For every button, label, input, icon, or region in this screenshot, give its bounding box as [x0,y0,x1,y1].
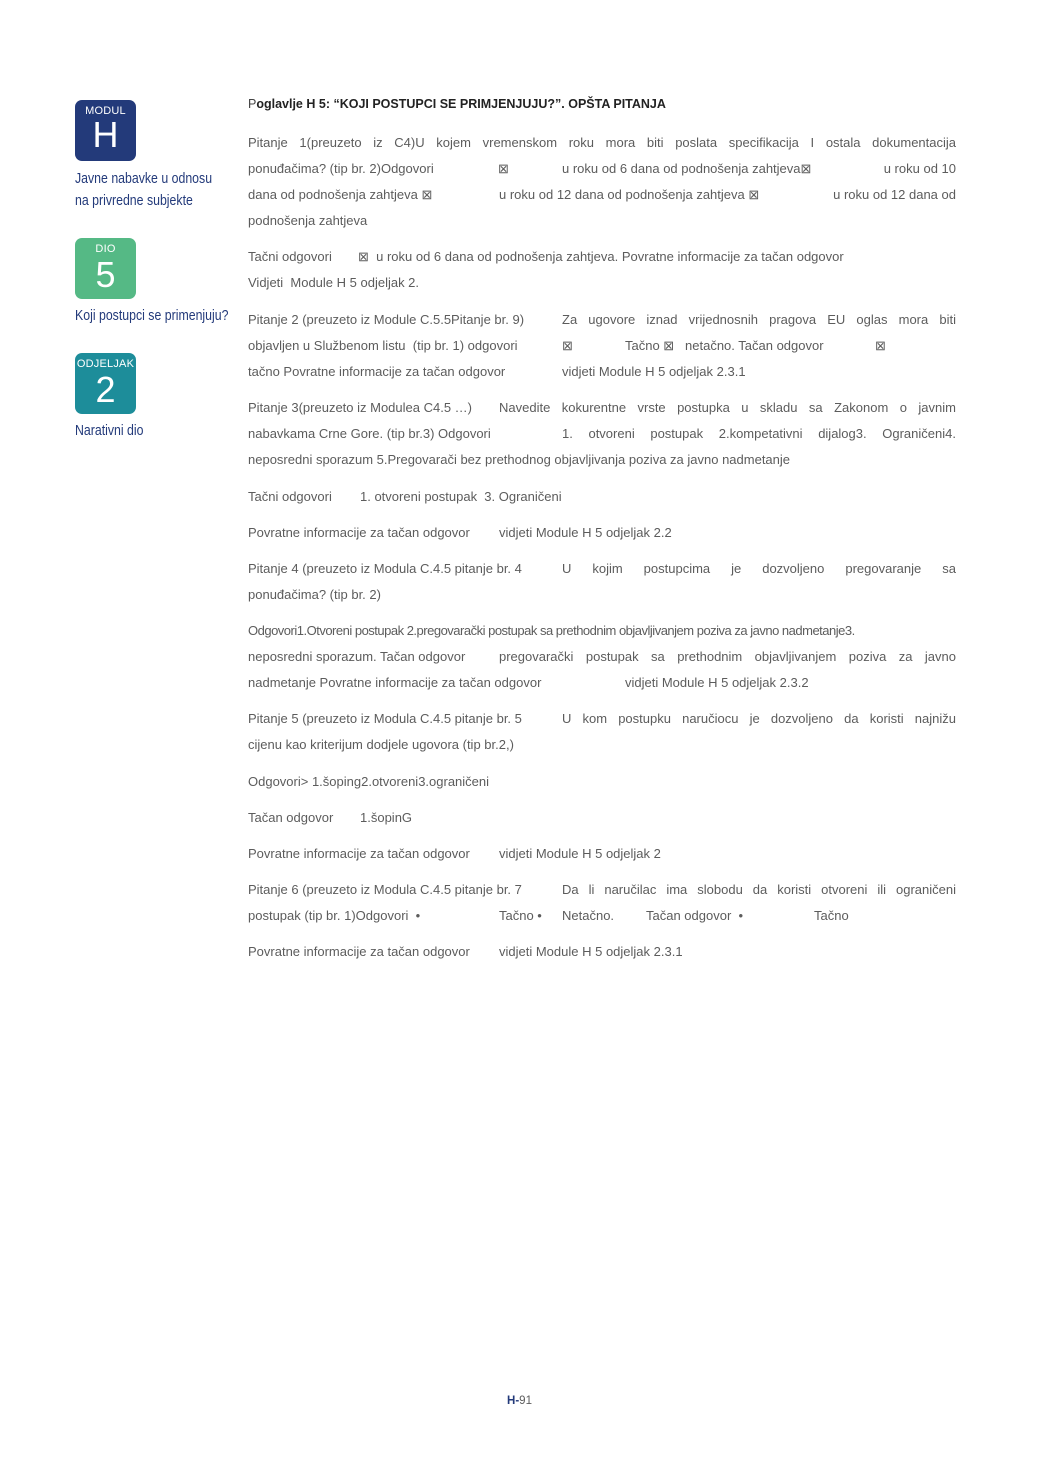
text: u roku od 12 dana od podnošenja zahtjeva ⊠ [499,187,760,202]
text: 1. otvoreni postupak 3. Ograničeni [360,489,562,504]
a4-line-1 [248,618,956,644]
page-number [0,1395,1039,1407]
word: sa [651,649,665,664]
word: naručiocu [682,711,739,726]
odjeljak-number: 2 [95,369,116,410]
word: mora [898,312,929,327]
modul-title [75,168,212,212]
q1-line-2 [248,156,956,182]
text: vidjeti Module H 5 odjeljak 2 [499,846,661,861]
word: poslata [675,135,718,150]
text: Tačno • [499,908,542,923]
word: kom [582,711,608,726]
text: nabavkama Crne Gore. (tip br.3) Odgovori [248,426,491,441]
word: ili [877,882,887,897]
text: ponuđačima? (tip br. 2) [248,587,381,602]
q2-line-2 [248,333,956,359]
word: U [562,711,572,726]
word: dijalog3. [818,426,867,441]
word: otvoreni [588,426,635,441]
dio-number: 5 [95,254,116,295]
answer-3 [248,484,956,510]
text: tačno Povratne informacije za tačan odgovor [248,364,506,379]
feedback-3 [248,520,956,546]
word: pregovarački [499,649,574,664]
word: dozvoljeno [762,561,825,576]
modul-letter: H [92,114,119,155]
word: postupak [650,426,704,441]
modul-badge [75,100,136,161]
word: biti [939,312,956,327]
question-5 [248,706,956,758]
text: Povratne informacije za tačan odgovor [248,846,470,861]
text: u roku od 6 dana od podnošenja zahtjeva⊠ [562,161,812,176]
modul-label: MODUL [85,105,126,117]
dio-title: Koji postupci se primenjuju? [75,308,229,324]
a5-line [248,805,956,831]
word: specifikacija [728,135,799,150]
question-2 [248,307,956,385]
text: vidjeti Module H 5 odjeljak 2.2 [499,525,672,540]
word: postupku [618,711,671,726]
odjeljak-title: Narativni dio [75,423,144,439]
word: vrijednosnih [688,312,758,327]
chapter-title [248,97,666,111]
q1-line-3 [248,182,956,208]
word: EU [827,312,846,327]
text: vidjeti Module H 5 odjeljak 2.3.2 [625,675,809,690]
word: poziva [848,649,887,664]
text: Tačni odgovori [248,489,332,504]
q4-line-1-right [562,556,956,582]
q1-line-4 [248,208,956,234]
text: neposredni sporazum 5.Pregovarači bez prethodnog objavljivanja poziva za javno nadmetanje [248,452,791,467]
f5-line [248,841,956,867]
answer-5 [248,805,956,831]
text: Pitanje 6 (preuzeto iz Modula C.4.5 pitanje br. 7 [248,882,522,897]
dio-label: DIO [95,243,116,255]
q3-line-1-right [499,395,956,421]
feedback-5 [248,841,956,867]
word: li [588,882,595,897]
word: 1. [562,426,573,441]
word: skladu [759,400,798,415]
modul-title-line-2: na privredne subjekte [75,193,193,209]
word: postupcima [643,561,711,576]
word: ima [666,882,688,897]
text: postupak (tip br. 1)Odgovori • [248,908,421,923]
text: podnošenja zahtjeva [248,213,368,228]
word: I [810,135,815,150]
word: C4)U [394,135,425,150]
text: u roku od 12 dana od [833,187,956,202]
q3-line-3 [248,447,956,473]
word: pregovaranje [845,561,922,576]
word: ograničeni [896,882,956,897]
answers-5 [248,769,956,795]
text: Pitanje 4 (preuzeto iz Modula C.4.5 pitanje br. 4 [248,561,522,576]
text: ⊠ u roku od 6 dana od podnošenja zahtjeva. Povratne informacije za tačan odgovor [358,249,844,264]
question-3 [248,395,956,473]
q3-line-2 [248,421,956,447]
text: objavljen u Službenom listu (tip br. 1) odgovori [248,338,518,353]
text: vidjeti Module H 5 odjeljak 2.3.1 [562,364,746,379]
answer-4 [248,618,956,696]
text: neposredni sporazum. Tačan odgovor [248,649,466,664]
word: je [731,561,742,576]
word: mora [605,135,636,150]
answer-1 [248,244,956,296]
word: U [562,561,572,576]
word: Da [562,882,579,897]
checkbox-glyph: ⊠ [562,338,573,353]
text: Tačno [814,908,849,923]
word: koristi [869,711,904,726]
text: Pitanje 5 (preuzeto iz Modula C.4.5 pitanje br. 5 [248,711,522,726]
text: 1.šopinG [360,810,413,825]
q2-line-3 [248,359,956,385]
odjeljak-badge [75,353,136,414]
word: kojim [592,561,623,576]
text: Tačno ⊠ netačno. Tačan odgovor [625,338,824,353]
a3-line [248,484,956,510]
text: Odgovori1.Otvoreni postupak 2.pregovarački postupak sa prethodnim objavljivanjem poziva za javno nadmetanje3. [248,623,855,638]
a4-line-2-right [499,644,956,670]
f6-line [248,939,956,965]
word: 2.kompetativni [718,426,803,441]
word: o [899,400,907,415]
word: 1(preuzeto [299,135,362,150]
q4-line-2 [248,582,956,608]
text: Netačno. [562,908,615,923]
word: Zakonom [834,400,889,415]
word: sa [808,400,823,415]
title-first-letter: P [248,97,257,111]
word: iznad [646,312,678,327]
word: pragova [769,312,817,327]
text: Povratne informacije za tačan odgovor [248,944,470,959]
text: nadmetanje Povratne informacije za tačan odgovor [248,675,542,690]
text: Tačni odgovori [248,249,332,264]
word: naručilac [604,882,657,897]
f3-line [248,520,956,546]
word: javnim [918,400,956,415]
word: roku [568,135,594,150]
word: da [752,882,768,897]
text: Tačan odgovor [248,810,334,825]
text: Povratne informacije za tačan odgovor [248,525,470,540]
word: dozvoljeno [770,711,833,726]
word: sa [942,561,956,576]
q5-line-2 [248,732,956,758]
q5-line-1 [248,706,956,732]
word: vrste [637,400,666,415]
title-rest: oglavlje H 5: “KOJI POSTUPCI SE PRIMJENJUJU?”. OPŠTA PITANJA [256,97,666,111]
text: u roku od 10 [883,161,956,176]
feedback-6 [248,939,956,965]
q6-line-2 [248,903,956,929]
word: kokurentne [561,400,627,415]
word: Navedite [499,400,551,415]
q5-line-1-right [562,706,956,732]
word: Za [562,312,578,327]
word: javno [924,649,956,664]
dio-badge [75,238,136,299]
question-4 [248,556,956,608]
word: postupak [585,649,639,664]
q6-line-1 [248,877,956,903]
q1-line-1 [248,130,956,156]
o5-line [248,769,956,795]
modul-title-line-1: Javne nabavke u odnosu [75,171,213,187]
word: za [898,649,913,664]
a4-line-3 [248,670,956,696]
text: Odgovori> 1.šoping2.otvoreni3.ograničeni [248,774,490,789]
word: Ograničeni4. [882,426,956,441]
word: u [741,400,749,415]
text: cijenu kao kriterijum dodjele ugovora (tip br.2,) [248,737,514,752]
text: Pitanje 3(preuzeto iz Modulea C4.5 …) [248,400,473,415]
word: koristi [777,882,812,897]
word: prethodnim [677,649,743,664]
q6-line-1-right [562,877,956,903]
q2-line-1-right [562,307,956,333]
word: otvoreni [821,882,868,897]
q3-line-1 [248,395,956,421]
q2-line-1 [248,307,956,333]
word: najnižu [914,711,956,726]
text: dana od podnošenja zahtjeva ⊠ [248,187,433,202]
word: slobodu [697,882,743,897]
page-prefix: H- [507,1395,520,1407]
a1-line-2 [248,270,956,296]
text: Pitanje 2 (preuzeto iz Module C.5.5Pitanje br. 9) [248,312,525,327]
word: Pitanje [248,135,288,150]
text: ponuđačima? (tip br. 2)Odgovori [248,161,434,176]
word: vremenskom [482,135,558,150]
a4-line-2 [248,644,956,670]
word: postupka [677,400,730,415]
word: je [749,711,760,726]
question-6 [248,877,956,929]
word: kojem [436,135,471,150]
text: Tačan odgovor • [646,908,744,923]
q3-line-2-right [562,421,956,447]
text: vidjeti Module H 5 odjeljak 2.3.1 [499,944,683,959]
word: ugovore [588,312,636,327]
text: Vidjeti Module H 5 odjeljak 2. [248,275,420,290]
question-1 [248,130,956,234]
word: objavljivanjem [754,649,837,664]
page-value: 91 [519,1395,532,1407]
word: ostala [825,135,861,150]
q4-line-1 [248,556,956,582]
a1-line-1 [248,244,956,270]
word: iz [373,135,383,150]
word: dokumentacija [872,135,956,150]
word: biti [646,135,664,150]
checkbox-glyph: ⊠ [498,161,509,176]
word: oglas [856,312,888,327]
checkbox-glyph: ⊠ [875,338,886,353]
odjeljak-label: ODJELJAK [76,358,135,370]
word: da [844,711,859,726]
